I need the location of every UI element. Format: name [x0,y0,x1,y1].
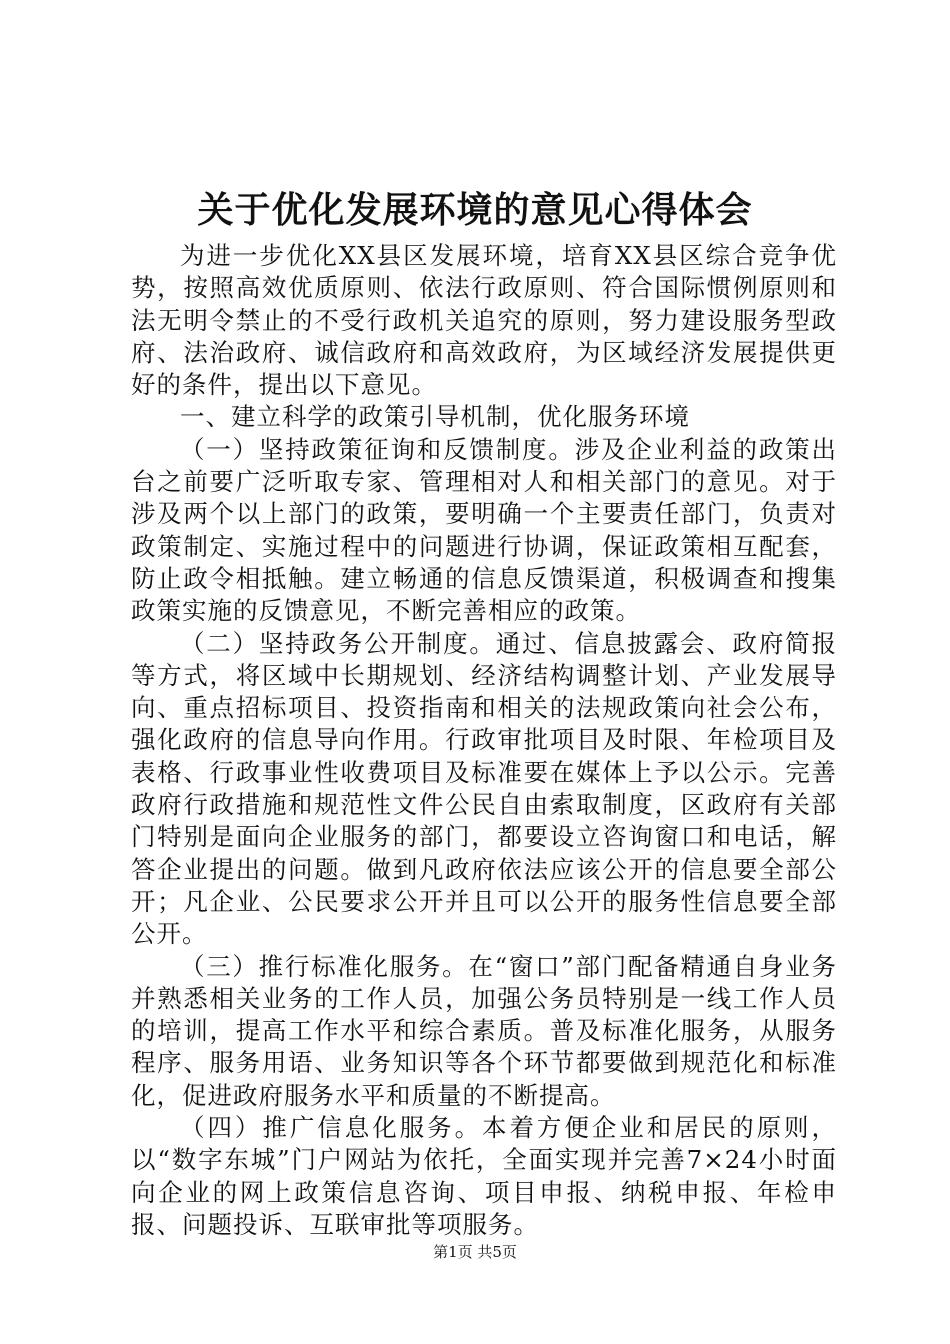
section-heading: 一、建立科学的政策引导机制，优化服务环境 [180,402,690,432]
page-number-footer: 第1页 共5页 [433,1243,517,1261]
document-body [131,240,837,1241]
paragraph-item-2: （二）坚持政务公开制度。通过、信息披露会、政府简报等方式，将区域中长期规划、经济结构调整计划、产业发展导向、重点招标项目、投资指南和相关的法规政策向社会公布，强化政府的信息导向作用。行政审批项目及时限、年检项目及表格、行政事业性收费项目及标准要在媒体上予以公示。完善政府行政措施和规范性文件公民自由索取制度，区政府有关部门特别是面向企业服务的部门，都要设立咨询窗口和电话，解答企业提出的问题。做到凡政府依法应该公开的信息要全部公开；凡企业、公民要求公开并且可以公开的服务性信息要全部公开。 [131,628,837,949]
paragraph-item-3: （三）推行标准化服务。在“窗口”部门配备精通自身业务并熟悉相关业务的工作人员，加强公务员特别是一线工作人员的培训，提高工作水平和综合素质。普及标准化服务，从服务程序、服务用语、业务知识等各个环节都要做到规范化和标准化，促进政府服务水平和质量的不断提高。 [131,951,837,1110]
intro-paragraph: 为进一步优化XX县区发展环境，培育XX县区综合竞争优势，按照高效优质原则、依法行政原则、符合国际惯例原则和法无明令禁止的不受行政机关追究的原则，努力建设服务型政府、法治政府、诚信政府和高效政府，为区域经济发展提供更好的条件，提出以下意见。 [131,241,837,400]
paragraph-item-4: （四）推广信息化服务。本着方便企业和居民的原则，以“数字东城”门户网站为依托，全面实现并完善7×24小时面向企业的网上政策信息咨询、项目申报、纳税申报、年检申报、问题投诉、互联审批等项服务。 [131,1113,837,1239]
paragraph-item-1: （一）坚持政策征询和反馈制度。涉及企业利益的政策出台之前要广泛听取专家、管理相对人和相关部门的意见。对于涉及两个以上部门的政策，要明确一个主要责任部门，负责对政策制定、实施过程中的问题进行协调，保证政策相互配套，防止政令相抵触。建立畅通的信息反馈渠道，积极调查和搜集政策实施的反馈意见，不断完善相应的政策。 [131,434,837,626]
document-title: 关于优化发展环境的意见心得体会 [197,189,753,231]
